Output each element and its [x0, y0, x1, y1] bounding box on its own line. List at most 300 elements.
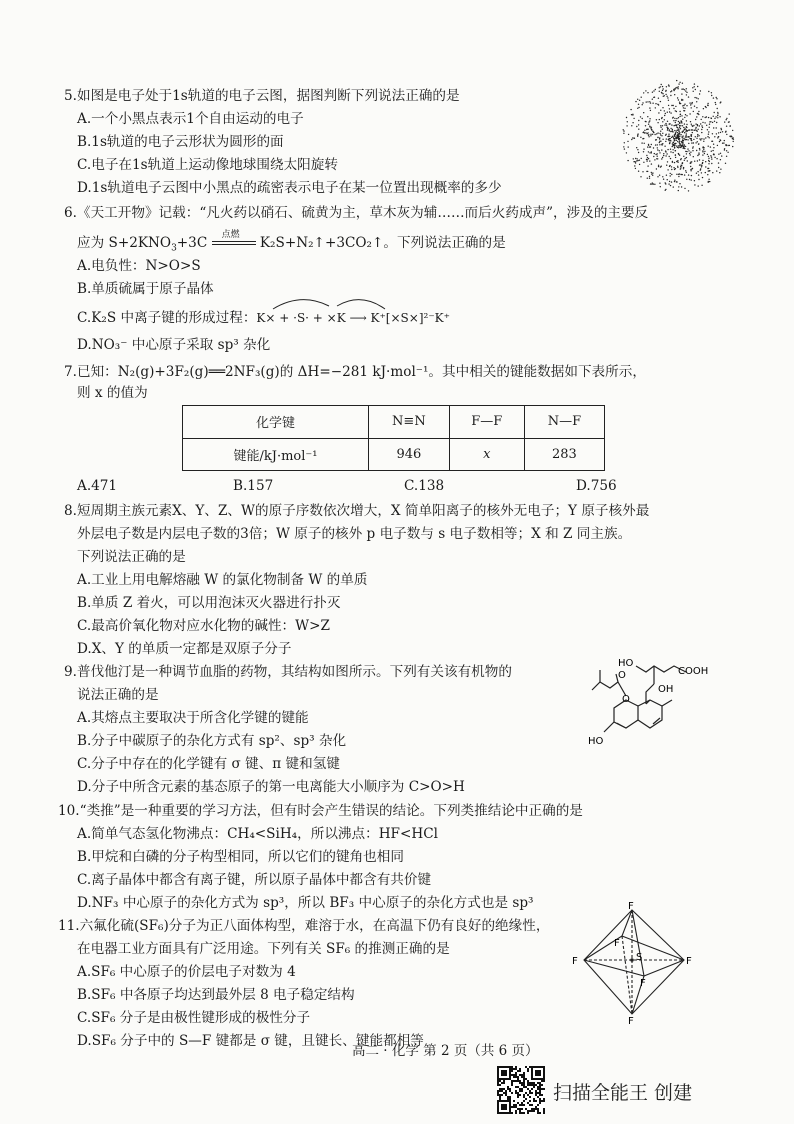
cloud-dot [697, 136, 698, 137]
cloud-dot [635, 158, 636, 159]
cloud-dot [702, 160, 703, 161]
cloud-dot [661, 135, 662, 136]
cloud-dot [685, 139, 686, 140]
cloud-dot [683, 147, 684, 148]
cloud-dot [679, 141, 680, 142]
cloud-dot [667, 161, 668, 162]
cloud-dot [662, 125, 663, 126]
cloud-dot [641, 158, 642, 159]
cloud-dot [651, 173, 652, 174]
cloud-dot [632, 137, 633, 138]
q5-option-a: A.一个小黑点表示1个自由运动的电子 [77, 111, 304, 127]
cloud-dot [666, 86, 667, 87]
cloud-dot [697, 160, 698, 161]
cloud-dot [680, 134, 681, 135]
cloud-dot [709, 124, 710, 125]
cloud-dot [674, 180, 675, 181]
cloud-dot [701, 138, 702, 139]
cloud-dot [703, 141, 704, 142]
cloud-dot [714, 136, 715, 137]
cloud-dot [716, 98, 717, 99]
cloud-dot [653, 90, 654, 91]
cloud-dot [695, 127, 696, 128]
cloud-dot [623, 146, 624, 147]
cloud-dot [673, 89, 674, 90]
bond-energy-table [182, 405, 605, 471]
cloud-dot [661, 92, 662, 93]
cloud-dot [676, 87, 677, 88]
cloud-dot [681, 186, 682, 187]
cloud-dot [720, 140, 721, 141]
cloud-dot [676, 80, 677, 81]
cloud-dot [678, 190, 679, 191]
cloud-dot [637, 99, 638, 100]
cloud-dot [643, 131, 644, 132]
cloud-dot [717, 115, 718, 116]
table-header-cell: N≡N [369, 406, 450, 439]
cloud-dot [660, 125, 661, 126]
cloud-dot [716, 127, 717, 128]
cloud-dot [674, 181, 675, 182]
cloud-dot [706, 125, 707, 126]
q11-option-d: D.SF₆ 分子中的 S—F 键都是 σ 键，且键长、键能都相等 [77, 1033, 424, 1049]
cloud-dot [673, 186, 674, 187]
cloud-dot [716, 97, 717, 98]
cloud-dot [677, 141, 678, 142]
cloud-dot [660, 141, 661, 142]
cloud-dot [667, 169, 668, 170]
cloud-dot [716, 133, 717, 134]
cloud-dot [662, 107, 663, 108]
cloud-dot [631, 139, 632, 140]
qr-code-icon[interactable] [497, 1066, 545, 1114]
cloud-dot [667, 149, 668, 150]
cloud-dot [670, 175, 671, 176]
cloud-dot [697, 86, 698, 87]
cloud-dot [678, 145, 679, 146]
cloud-dot [680, 168, 681, 169]
cloud-dot [673, 167, 674, 168]
cloud-dot [674, 169, 675, 170]
cloud-dot [714, 157, 715, 158]
cloud-dot [667, 127, 668, 128]
cloud-dot [679, 136, 680, 137]
cloud-dot [674, 118, 675, 119]
cloud-dot [675, 120, 676, 121]
cloud-dot [701, 125, 702, 126]
electron-transfer-arrows [265, 296, 395, 310]
cloud-dot [717, 112, 718, 113]
cloud-dot [666, 175, 667, 176]
table-header-cell: N—F [524, 406, 604, 439]
cloud-dot [726, 119, 727, 120]
cloud-dot [677, 137, 678, 138]
cloud-dot [702, 116, 703, 117]
cloud-dot [680, 167, 681, 168]
cloud-dot [690, 163, 691, 164]
cloud-dot [699, 164, 700, 165]
cloud-dot [691, 142, 692, 143]
cloud-dot [647, 165, 648, 166]
cloud-dot [671, 105, 672, 106]
cloud-dot [678, 121, 679, 122]
q5-option-d: D.1s轨道电子云图中小黑点的疏密表示电子在某一位置出现概率的多少 [77, 180, 502, 196]
table-row [183, 438, 605, 471]
cloud-dot [688, 136, 689, 137]
cloud-dot [676, 181, 677, 182]
q11-stem-2: 在电器工业方面具有广泛用途。下列有关 SF₆ 的推测正确的是 [77, 941, 450, 957]
cloud-dot [705, 161, 706, 162]
cloud-dot [704, 151, 705, 152]
cloud-dot [669, 129, 670, 130]
cloud-dot [674, 140, 675, 141]
cloud-dot [673, 108, 674, 109]
cloud-dot [662, 139, 663, 140]
cloud-dot [675, 143, 676, 144]
cloud-dot [640, 176, 641, 177]
cloud-dot [639, 164, 640, 165]
cloud-dot [665, 190, 666, 191]
cloud-dot [678, 130, 679, 131]
cloud-dot [657, 156, 658, 157]
cloud-dot [678, 153, 679, 154]
cloud-dot [657, 149, 658, 150]
cloud-dot [694, 106, 695, 107]
cloud-dot [691, 129, 692, 130]
cloud-dot [686, 179, 687, 180]
cloud-dot [673, 125, 674, 126]
cloud-dot [674, 145, 675, 146]
cloud-dot [627, 141, 628, 142]
cloud-dot [674, 134, 675, 135]
cloud-dot [705, 166, 706, 167]
cloud-dot [703, 146, 704, 147]
cloud-dot [637, 160, 638, 161]
cloud-dot [679, 122, 680, 123]
cloud-dot [697, 124, 698, 125]
cloud-dot [679, 111, 680, 112]
cloud-dot [707, 174, 708, 175]
cloud-dot [657, 158, 658, 159]
cloud-dot [659, 133, 660, 134]
cloud-dot [643, 112, 644, 113]
cloud-dot [722, 131, 723, 132]
cloud-dot [674, 147, 675, 148]
cloud-dot [678, 99, 679, 100]
cloud-dot [711, 151, 712, 152]
cloud-dot [689, 113, 690, 114]
cloud-dot [686, 157, 687, 158]
cloud-dot [650, 110, 651, 111]
cloud-dot [688, 174, 689, 175]
ester-carbonyl-o-label: O [618, 670, 626, 681]
q6-equation: 应为 $S+2KNO_3+3C$ 点燃 K₂S+N₂↑+3CO₂↑。下列说法正确的是 [77, 235, 506, 252]
cloud-dot [692, 132, 693, 133]
cloud-dot [669, 143, 670, 144]
cloud-dot [676, 118, 677, 119]
cloud-dot [651, 184, 652, 185]
cloud-dot [662, 90, 663, 91]
cloud-dot [650, 102, 651, 103]
cloud-dot [713, 147, 714, 148]
cloud-dot [727, 152, 728, 153]
cloud-dot [648, 136, 649, 137]
q11-option-c: C.SF₆ 分子是由极性键形成的极性分子 [77, 1010, 311, 1026]
cloud-dot [681, 115, 682, 116]
cloud-dot [638, 129, 639, 130]
cloud-dot [642, 171, 643, 172]
cloud-dot [653, 147, 654, 148]
cloud-dot [670, 131, 671, 132]
q6-option-c-formula: K× + ·S· + ×K ⟶ K⁺[×S×]²⁻K⁺ [256, 311, 450, 325]
q11-option-a: A.SF₆ 中心原子的价层电子对数为 4 [77, 964, 296, 980]
cloud-dot [659, 119, 660, 120]
cloud-dot [674, 130, 675, 131]
cloud-dot [720, 102, 721, 103]
cloud-dot [679, 139, 680, 140]
cloud-dot [710, 155, 711, 156]
cloud-dot [660, 134, 661, 135]
cloud-dot [674, 136, 675, 137]
cloud-dot [686, 92, 687, 93]
cloud-dot [662, 86, 663, 87]
cloud-dot [666, 165, 667, 166]
cloud-dot [626, 125, 627, 126]
cloud-dot [702, 177, 703, 178]
cloud-dot [682, 83, 683, 84]
cloud-dot [651, 152, 652, 153]
cloud-dot [651, 172, 652, 173]
cloud-dot [672, 131, 673, 132]
cloud-dot [688, 150, 689, 151]
cloud-dot [693, 111, 694, 112]
cloud-dot [664, 146, 665, 147]
cloud-dot [678, 128, 679, 129]
cloud-dot [650, 135, 651, 136]
cloud-dot [709, 181, 710, 182]
cloud-dot [687, 139, 688, 140]
q9-option-a: A.其熔点主要取决于所含化学键的键能 [77, 710, 309, 726]
table-cell: 键能/kJ·mol⁻¹ [183, 438, 369, 471]
cloud-dot [709, 170, 710, 171]
cloud-dot [624, 148, 625, 149]
cloud-dot [709, 121, 710, 122]
cloud-dot [655, 144, 656, 145]
cloud-dot [707, 129, 708, 130]
cloud-dot [691, 175, 692, 176]
cloud-dot [651, 127, 652, 128]
cloud-dot [698, 129, 699, 130]
cloud-dot [670, 138, 671, 139]
cloud-dot [663, 153, 664, 154]
cloud-dot [726, 118, 727, 119]
cloud-dot [712, 122, 713, 123]
cloud-dot [698, 185, 699, 186]
cloud-dot [718, 162, 719, 163]
cloud-dot [660, 127, 661, 128]
cloud-dot [703, 138, 704, 139]
cloud-dot [708, 156, 709, 157]
cloud-dot [672, 143, 673, 144]
q9-stem: 9.普伐他汀是一种调节血脂的药物，其结构如图所示。下列有关该有机物的 [64, 664, 512, 680]
cloud-dot [705, 172, 706, 173]
cloud-dot [666, 153, 667, 154]
q9-option-c: C.分子中存在的化学键有 σ 键、π 键和氢键 [77, 756, 340, 772]
cloud-dot [710, 117, 711, 118]
cloud-dot [677, 97, 678, 98]
q6-option-b: B.单质硫属于原子晶体 [77, 281, 214, 297]
cloud-dot [692, 150, 693, 151]
cloud-dot [649, 107, 650, 108]
cloud-dot [671, 137, 672, 138]
cloud-dot [653, 131, 654, 132]
cloud-dot [665, 123, 666, 124]
cloud-dot [669, 136, 670, 137]
cloud-dot [685, 90, 686, 91]
table-header-row [183, 406, 605, 439]
cloud-dot [708, 160, 709, 161]
cloud-dot [687, 148, 688, 149]
cloud-dot [691, 125, 692, 126]
cloud-dot [662, 129, 663, 130]
cloud-dot [701, 172, 702, 173]
table-header-cell: F—F [449, 406, 524, 439]
cloud-dot [726, 134, 727, 135]
q5-option-c: C.电子在1s轨道上运动像地球围绕太阳旋转 [77, 157, 338, 173]
cloud-dot [705, 137, 706, 138]
cloud-dot [697, 113, 698, 114]
cloud-dot [681, 146, 682, 147]
cloud-dot [649, 118, 650, 119]
cloud-dot [675, 155, 676, 156]
cloud-dot [681, 89, 682, 90]
cloud-dot [657, 144, 658, 145]
cloud-dot [713, 144, 714, 145]
cloud-dot [686, 172, 687, 173]
cloud-dot [695, 136, 696, 137]
table-cell: x [449, 438, 524, 471]
cloud-dot [662, 157, 663, 158]
cloud-dot [669, 123, 670, 124]
cloud-dot [652, 175, 653, 176]
cloud-dot [672, 117, 673, 118]
cloud-dot [699, 159, 700, 160]
cloud-dot [670, 149, 671, 150]
q8-stem-2: 外层电子数是内层电子数的3倍；W 原子的核外 p 电子数与 s 电子数相等；X 和 Z 同主族。 [77, 526, 632, 542]
cloud-dot [675, 106, 676, 107]
cloud-dot [651, 129, 652, 130]
cloud-dot [649, 146, 650, 147]
cloud-dot [708, 168, 709, 169]
cloud-dot [725, 144, 726, 145]
cloud-dot [652, 103, 653, 104]
cloud-dot [630, 109, 631, 110]
cloud-dot [707, 154, 708, 155]
cloud-dot [647, 101, 648, 102]
q10-option-d: D.NF₃ 中心原子的杂化方式为 sp³，所以 BF₃ 中心原子的杂化方式也是 sp³ [77, 895, 534, 911]
cloud-dot [721, 129, 722, 130]
q10-option-a: A.简单气态氢化物沸点：CH₄<SiH₄，所以沸点：HF<HCl [77, 826, 438, 842]
cloud-dot [626, 117, 627, 118]
cloud-dot [677, 162, 678, 163]
q8-option-d: D.X、Y 的单质一定都是双原子分子 [77, 641, 292, 657]
q6-eq-pre: 应为 S+2KNO [77, 235, 172, 251]
cloud-dot [663, 155, 664, 156]
cloud-dot [640, 116, 641, 117]
cloud-dot [678, 137, 679, 138]
cloud-dot [682, 135, 683, 136]
cloud-dot [662, 133, 663, 134]
cloud-dot [688, 96, 689, 97]
cloud-dot [652, 134, 653, 135]
q6-eq-post: K₂S+N₂↑+3CO₂↑。下列说法正确的是 [259, 235, 506, 251]
cloud-dot [719, 116, 720, 117]
cloud-dot [660, 110, 661, 111]
cloud-dot [726, 150, 727, 151]
cloud-dot [688, 190, 689, 191]
cloud-dot [701, 165, 702, 166]
q6-stem: 6.《天工开物》记载：“凡火药以硝石、硫黄为主，草木灰为辅……而后火药成声”，涉及的主要反 [64, 205, 649, 221]
cloud-dot [653, 183, 654, 184]
cloud-dot [659, 144, 660, 145]
cloud-dot [640, 137, 641, 138]
cloud-dot [635, 168, 636, 169]
cloud-dot [669, 166, 670, 167]
cloud-dot [682, 163, 683, 164]
cloud-dot [680, 114, 681, 115]
cloud-dot [702, 162, 703, 163]
cloud-dot [677, 88, 678, 89]
cloud-dot [659, 137, 660, 138]
cloud-dot [668, 105, 669, 106]
cloud-dot [637, 158, 638, 159]
cloud-dot [648, 151, 649, 152]
cloud-dot [670, 140, 671, 141]
cloud-dot [697, 134, 698, 135]
cloud-dot [684, 128, 685, 129]
q11-stem: 11.六氟化硫(SF₆)分子为正八面体构型，难溶于水，在高温下仍有良好的绝缘性， [58, 918, 550, 934]
cloud-dot [632, 114, 633, 115]
cloud-dot [686, 124, 687, 125]
cloud-dot [678, 83, 679, 84]
cloud-dot [702, 150, 703, 151]
cloud-dot [650, 183, 651, 184]
cloud-dot [722, 143, 723, 144]
cloud-dot [708, 131, 709, 132]
cloud-dot [682, 125, 683, 126]
cloud-dot [672, 149, 673, 150]
q6-eq-mid: +3C [176, 235, 208, 251]
cloud-dot [634, 165, 635, 166]
cloud-dot [648, 144, 649, 145]
cloud-dot [683, 88, 684, 89]
cloud-dot [680, 120, 681, 121]
cloud-dot [701, 132, 702, 133]
cloud-dot [654, 159, 655, 160]
q7-option-a: A.471 [77, 478, 118, 494]
cloud-dot [660, 86, 661, 87]
cloud-dot [667, 97, 668, 98]
cloud-dot [650, 126, 651, 127]
table-cell: 283 [524, 438, 604, 471]
cloud-dot [658, 112, 659, 113]
cloud-dot [707, 103, 708, 104]
cloud-dot [685, 131, 686, 132]
cloud-dot [699, 148, 700, 149]
q9-option-b: B.分子中碳原子的杂化方式有 sp²、sp³ 杂化 [77, 733, 347, 749]
q8-option-a: A.工业上用电解熔融 W 的氯化物制备 W 的单质 [77, 572, 368, 588]
cloud-dot [704, 122, 705, 123]
